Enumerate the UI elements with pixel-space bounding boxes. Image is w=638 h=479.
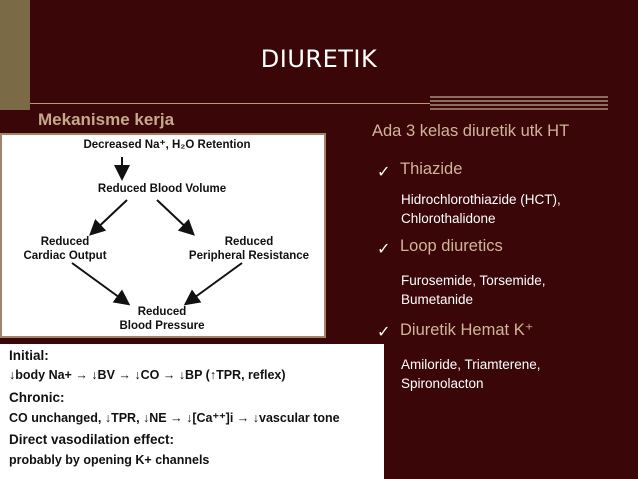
class-thiazide-drugs bbox=[401, 190, 561, 228]
decorative-stripes bbox=[430, 96, 608, 112]
chronic-text: CO unchanged, ↓TPR, ↓NE → ↓[Ca⁺⁺]i → ↓vascular tone bbox=[9, 411, 340, 425]
class-potassium-sparing-drugs bbox=[401, 355, 541, 393]
check-icon: ✓ bbox=[377, 324, 391, 341]
class-thiazide-label: Thiazide bbox=[400, 160, 463, 178]
flow-right-line-2: Peripheral Resistance bbox=[188, 250, 310, 262]
arrow-middle-to-left bbox=[92, 200, 127, 233]
check-icon: ✓ bbox=[377, 164, 391, 181]
potassium-sparing-drugs-line-1: Amiloride, Triamterene, bbox=[401, 357, 541, 372]
direct-heading: Direct vasodilation effect: bbox=[9, 432, 175, 447]
flow-step-right bbox=[178, 235, 320, 263]
flow-right-line-1: Reduced bbox=[224, 236, 274, 248]
effects-info-box bbox=[0, 344, 384, 479]
section-subtitle: Mekanisme kerja bbox=[38, 110, 175, 129]
class-loop-drugs bbox=[401, 271, 546, 309]
initial-text: ↓body Na+ → ↓BV → ↓CO → ↓BP (↑TPR, reflex) bbox=[9, 368, 286, 382]
flow-left-line-2: Cardiac Output bbox=[23, 250, 107, 262]
class-potassium-sparing-label: Diuretik Hemat K⁺ bbox=[400, 321, 534, 339]
flow-step-top: Decreased Na⁺, H₂O Retention bbox=[83, 139, 251, 151]
flow-bottom-line-2: Blood Pressure bbox=[119, 320, 205, 332]
potassium-sparing-drugs-line-2: Spironolacton bbox=[401, 376, 484, 391]
check-icon: ✓ bbox=[377, 241, 391, 258]
thiazide-drugs-line-1: Hidrochlorothiazide (HCT), bbox=[401, 192, 561, 207]
slide-title: DIURETIK bbox=[260, 45, 378, 73]
arrow-left-to-bottom bbox=[72, 263, 127, 303]
flow-step-middle: Reduced Blood Volume bbox=[97, 183, 227, 195]
thiazide-drugs-line-2: Chlorothalidone bbox=[401, 211, 496, 226]
direct-text: probably by opening K+ channels bbox=[9, 453, 210, 467]
arrow-middle-to-right bbox=[157, 200, 192, 233]
loop-drugs-line-2: Bumetanide bbox=[401, 292, 474, 307]
flow-step-left bbox=[10, 235, 120, 263]
flow-step-bottom bbox=[102, 305, 222, 333]
class-loop-label: Loop diuretics bbox=[400, 237, 503, 255]
arrow-right-to-bottom bbox=[187, 263, 242, 303]
title-divider bbox=[30, 103, 430, 104]
mechanism-flow-diagram bbox=[0, 133, 326, 338]
initial-heading: Initial: bbox=[9, 348, 49, 363]
classes-heading: Ada 3 kelas diuretik utk HT bbox=[372, 122, 570, 140]
flow-left-line-1: Reduced bbox=[40, 236, 90, 248]
chronic-heading: Chronic: bbox=[9, 390, 65, 405]
loop-drugs-line-1: Furosemide, Torsemide, bbox=[401, 273, 546, 288]
flow-bottom-line-1: Reduced bbox=[137, 306, 187, 318]
